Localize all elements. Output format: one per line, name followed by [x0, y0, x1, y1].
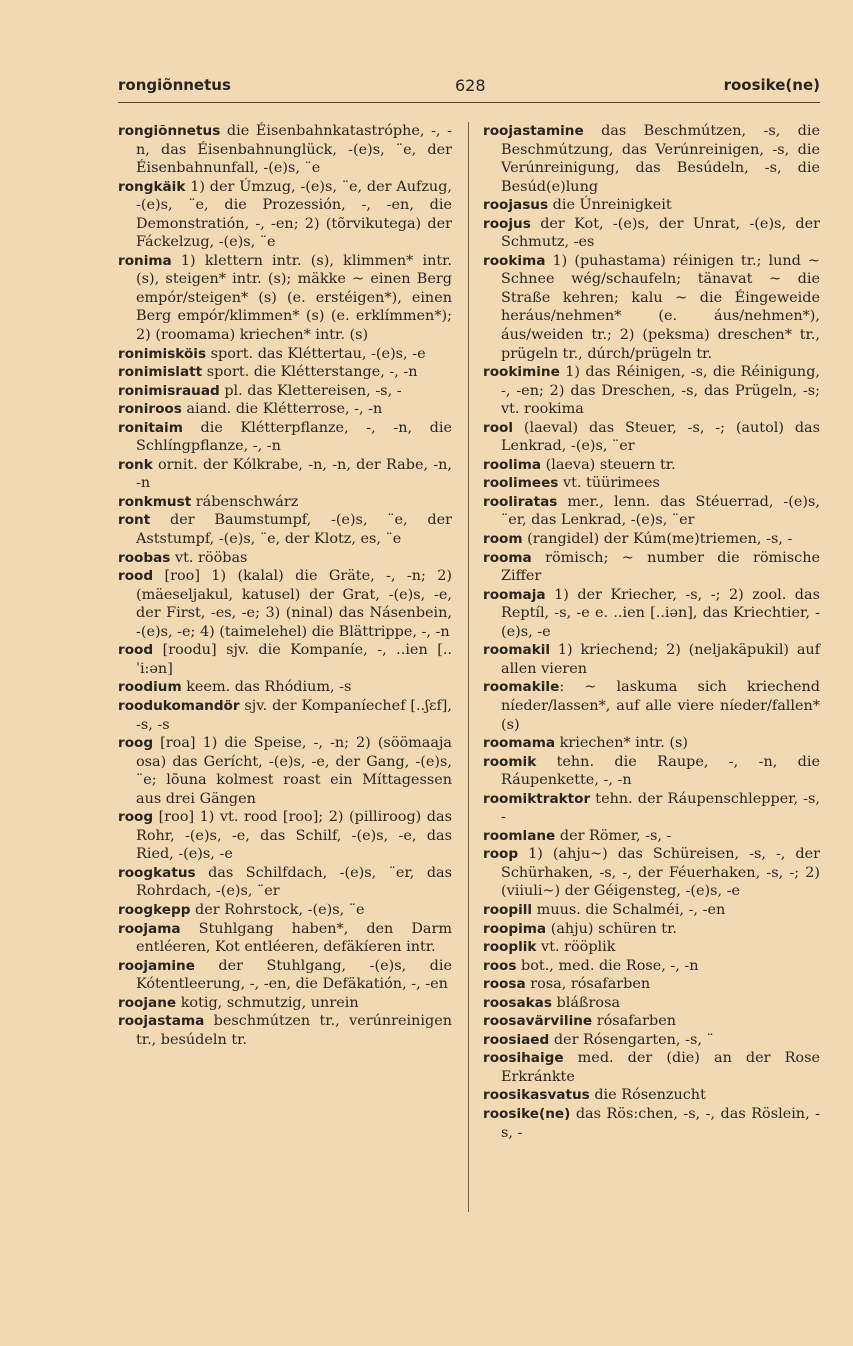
entry-headword: roojasus: [483, 197, 549, 214]
entry-definition: [roodu] sjv. die Kompaníe, -, ..ien [..ˈi:ən]: [136, 642, 452, 677]
page-header: [118, 76, 820, 98]
entry-definition: sport. das Kléttertau, -(e)s, -e: [206, 345, 426, 362]
entry-headword: rood: [118, 642, 154, 659]
header-first-headword: rongiõnnetus: [118, 76, 231, 94]
dictionary-entry: [483, 734, 820, 753]
entry-definition: sjv. der Kompaníechef [..ʃɛf], -s, -s: [136, 697, 452, 733]
entry-definition: der Rósengarten, -s, ¨: [549, 1031, 714, 1048]
entry-definition: [roo] 1) vt. rood [roo]; 2) (pilliroog) das Rohr, -(e)s, -e, das Schilf, -(e)s, -e, das Ried, -(e)s, -e: [136, 809, 452, 863]
entry-headword: roniroos: [118, 401, 182, 418]
entry-headword: roolima: [483, 456, 542, 473]
entry-definition: keem. das Rhódium, -s: [181, 679, 352, 696]
entry-definition: rosa, rósafarben: [525, 976, 651, 993]
dictionary-entry: [118, 734, 452, 808]
entry-definition: aiand. die Klétterrose, -, -n: [181, 401, 383, 418]
dictionary-entry: [483, 1012, 820, 1031]
entry-headword: roosike(ne): [483, 1105, 571, 1122]
entry-definition: med. der (die) an der Rose Erkránkte: [501, 1050, 820, 1085]
entry-definition: pl. das Klettereisen, -s, -: [219, 382, 402, 399]
entry-definition: (laeval) das Steuer, -s, -; (autol) das Lenkrad, -(e)s, ¨er: [501, 419, 820, 455]
entry-definition: kotig, schmutzig, unrein: [176, 994, 359, 1011]
entry-headword: ronkmust: [118, 493, 192, 510]
entry-headword: roojastamine: [483, 123, 584, 139]
entry-headword: ronitaim: [118, 419, 183, 436]
entry-definition: vt. rööbas: [170, 549, 248, 566]
entry-headword: roogkepp: [118, 901, 191, 918]
entry-headword: ronimislatt: [118, 364, 203, 381]
entry-headword: rookimine: [483, 364, 560, 381]
entry-definition: vt. rööplik: [536, 939, 616, 956]
dictionary-entry: [118, 511, 452, 548]
dictionary-entry: [483, 122, 820, 196]
entry-definition: 1) der Úmzug, -(e)s, ¨e, der Aufzug, -(e)s, ¨e, die Prozessión, -, -en, die Demonstratión, -, -en; 2) (tõrvikutega) der Fáckelzug, -(e)s, ¨e: [136, 178, 452, 251]
entry-headword: roopima: [483, 920, 547, 937]
header-last-headword: roosike(ne): [723, 76, 820, 94]
dictionary-entry: [118, 957, 452, 994]
entry-definition: 1) kriechend; 2) (neljakäpukil) auf allen vieren: [501, 642, 820, 677]
entry-headword: roobas: [118, 549, 171, 566]
dictionary-entry: [483, 456, 820, 475]
entry-headword: rooliratas: [483, 493, 558, 510]
entry-definition: mer., lenn. das Stéuerrad, -(e)s, ¨er, das Lenkrad, -(e)s, ¨er: [501, 493, 820, 529]
dictionary-entry: [483, 549, 820, 586]
entry-headword: rool: [483, 419, 514, 436]
entry-definition: der Stuhlgang, -(e)s, die Kótentleerung, -, -en, die Defäkatión, -, -en: [136, 957, 452, 993]
dictionary-entry: [483, 1049, 820, 1086]
entry-definition: kriechen* intr. (s): [555, 735, 688, 752]
entry-definition: das Beschmútzen, -s, die Beschmútzung, das Verúnreinigen, -s, die Verúnreinigung, das Besúdeln, -s, die Besúd(e)lung: [501, 123, 820, 195]
dictionary-entry: [118, 345, 452, 364]
entry-headword: roolimees: [483, 475, 559, 492]
entry-headword: roomaja: [483, 586, 546, 603]
entry-headword: roosiaed: [483, 1031, 550, 1048]
entry-definition: 1) (ahju~) das Schüreisen, -s, -, der Schürhaken, -s, -, der Féuerhaken, -s, -; 2) (viiuli~) der Géigensteg, -(e)s, -e: [501, 846, 820, 900]
left-column: [118, 122, 452, 1049]
entry-definition: die Éisenbahnkatastróphe, -, -n, das Éisenbahnunglück, -(e)s, ¨e, der Éisenbahnunfall, -(e)s, ¨e: [136, 123, 452, 177]
dictionary-entry: [118, 419, 452, 456]
dictionary-entry: [483, 1031, 820, 1050]
entry-definition: 1) das Réinigen, -s, die Réinigung, -, -en; 2) das Dreschen, -s, das Prügeln, -s; vt. rookima: [501, 364, 820, 418]
dictionary-entry: [483, 419, 820, 456]
entry-headword: roog: [118, 809, 154, 826]
entry-headword: rookima: [483, 252, 546, 269]
dictionary-entry: [118, 400, 452, 419]
dictionary-entry: [118, 382, 452, 401]
entry-headword: roogkatus: [118, 864, 196, 881]
dictionary-entry: [483, 957, 820, 976]
entry-headword: rongkäik: [118, 178, 186, 195]
dictionary-entry: [483, 493, 820, 530]
dictionary-entry: [118, 864, 452, 901]
entry-definition: Stuhlgang haben*, den Darm entléeren, Kot entléeren, defäkíeren intr.: [136, 920, 452, 956]
dictionary-entry: [118, 678, 452, 697]
entry-definition: sport. die Klétterstange, -, -n: [202, 364, 418, 381]
entry-headword: roosakas: [483, 994, 552, 1011]
entry-headword: roop: [483, 846, 519, 863]
dictionary-entry: [483, 252, 820, 363]
dictionary-entry: [118, 363, 452, 382]
entry-definition: (rangidel) der Kúm(me)triemen, -s, -: [522, 531, 793, 548]
entry-headword: roomlane: [483, 827, 556, 844]
dictionary-entry: [483, 1105, 820, 1142]
entry-headword: roopill: [483, 901, 533, 918]
entry-definition: 1) der Kriecher, -s, -; 2) zool. das Reptíl, -s, -e e. ..ien [..iən], das Kriechtier, -(e)s, -e: [501, 586, 820, 640]
entry-definition: die Únreinigkeit: [548, 197, 672, 214]
entry-headword: roosihaige: [483, 1050, 564, 1067]
entry-headword: roojane: [118, 994, 177, 1011]
dictionary-entry: [483, 586, 820, 642]
right-column: [483, 122, 820, 1142]
dictionary-entry: [483, 790, 820, 827]
dictionary-entry: [483, 975, 820, 994]
entry-definition: (ahju) schüren tr.: [546, 920, 677, 937]
dictionary-entry: [118, 697, 452, 734]
dictionary-entry: [483, 1086, 820, 1105]
entry-definition: die Klétterpflanze, -, -n, die Schlíngpflanze, -, -n: [136, 419, 452, 455]
entry-definition: [roa] 1) die Speise, -, -n; 2) (söömaaja osa) das Gerícht, -(e)s, -e, der Gang, -(e)s, ¨e; lõuna kolmest roast ein Míttagessen aus drei Gängen: [136, 735, 452, 807]
entry-headword: roomiktraktor: [483, 790, 591, 807]
dictionary-entry: [483, 363, 820, 419]
entry-headword: roomik: [483, 753, 537, 770]
entry-headword: rooma: [483, 549, 532, 566]
entry-headword: ronima: [118, 252, 172, 269]
dictionary-entry: [483, 827, 820, 846]
entry-headword: roosavärviline: [483, 1013, 593, 1030]
dictionary-entry: [483, 845, 820, 901]
entry-definition: : ~ laskuma sich kriechend níeder/lassen*, auf alle viere níeder/fallen* (s): [501, 679, 820, 733]
entry-headword: roomama: [483, 735, 556, 752]
dictionary-entry: [118, 641, 452, 678]
dictionary-entry: [118, 122, 452, 178]
entry-headword: rooplik: [483, 939, 537, 956]
dictionary-entry: [483, 678, 820, 734]
entry-headword: roosikasvatus: [483, 1087, 590, 1104]
entry-definition: der Römer, -s, -: [555, 827, 672, 844]
dictionary-entry: [483, 753, 820, 790]
entry-headword: ronimisköis: [118, 345, 207, 362]
entry-definition: 1) (puhastama) réinigen tr.; lund ~ Schnee wég/schaufeln; tänavat ~ die Straße kehren; kalu ~ die Éingeweide heráus/nehmen* (e. áus/nehmen*), áus/weiden tr.; 2) (peksma) dreschen* tr., prügeln tr., dúrch/prügeln tr.: [501, 252, 820, 362]
entry-headword: roojus: [483, 215, 531, 232]
entry-headword: roomakile: [483, 679, 560, 696]
dictionary-entry: [118, 920, 452, 957]
dictionary-entry: [483, 994, 820, 1013]
dictionary-entry: [483, 641, 820, 678]
entry-headword: roojamine: [118, 957, 195, 974]
entry-headword: rongiõnnetus: [118, 123, 221, 139]
entry-definition: das Schilfdach, -(e)s, ¨er, das Rohrdach, -(e)s, ¨er: [136, 864, 452, 900]
entry-headword: roog: [118, 735, 154, 752]
entry-headword: ront: [118, 512, 151, 529]
entry-definition: rábenschwárz: [191, 493, 299, 510]
dictionary-entry: [483, 474, 820, 493]
dictionary-entry: [118, 252, 452, 345]
entry-headword: ronimisrauad: [118, 382, 220, 399]
dictionary-entry: [118, 178, 452, 252]
entry-definition: (laeva) steuern tr.: [541, 456, 676, 473]
entry-headword: rood: [118, 568, 154, 585]
header-rule: [118, 102, 820, 103]
entry-headword: roos: [483, 957, 517, 974]
entry-definition: vt. tüürimees: [558, 475, 660, 492]
dictionary-entry: [118, 567, 452, 641]
dictionary-entry: [483, 901, 820, 920]
dictionary-entry: [118, 808, 452, 864]
entry-headword: room: [483, 531, 523, 548]
entry-headword: roodukomandör: [118, 697, 240, 714]
dictionary-entry: [118, 1012, 452, 1049]
dictionary-entry: [483, 196, 820, 215]
entry-definition: das Rös:chen, -s, -, das Röslein, -s, -: [501, 1105, 820, 1141]
entry-definition: der Kot, -(e)s, der Unrat, -(e)s, der Schmutz, -es: [501, 215, 820, 251]
dictionary-entry: [483, 920, 820, 939]
entry-definition: der Baumstumpf, -(e)s, ¨e, der Aststumpf, -(e)s, ¨e, der Klotz, es, ¨e: [136, 512, 452, 548]
dictionary-entry: [483, 530, 820, 549]
dictionary-entry: [483, 215, 820, 252]
dictionary-entry: [118, 994, 452, 1013]
entry-definition: ornit. der Kólkrabe, -n, -n, der Rabe, -n, -n: [136, 456, 452, 492]
entry-definition: tehn. die Raupe, -, -n, die Ráupenkette, -, -n: [501, 753, 820, 789]
entry-definition: rósafarben: [592, 1013, 676, 1030]
entry-definition: beschmútzen tr., verúnreinigen tr., besúdeln tr.: [136, 1013, 452, 1048]
entry-definition: römisch; ~ number die römische Ziffer: [501, 549, 820, 585]
column-divider: [468, 122, 469, 1212]
entry-definition: bot., med. die Rose, -, -n: [516, 957, 699, 974]
entry-headword: roojastama: [118, 1013, 205, 1030]
entry-headword: roojama: [118, 920, 181, 937]
page-number: 628: [455, 76, 486, 95]
entry-definition: der Rohrstock, -(e)s, ¨e: [190, 901, 365, 918]
entry-definition: die Rósenzucht: [589, 1087, 706, 1104]
entry-definition: [roo] 1) (kalal) die Gräte, -, -n; 2) (mäeseljakul, katusel) der Grat, -(e)s, -e, der First, -es, -e; 3) (ninal) das Násenbein, -(e)s, -e; 4) (taimelehel) die Blättrippe, -, -n: [136, 568, 452, 640]
dictionary-entry: [118, 493, 452, 512]
entry-definition: muus. die Schalméi, -, -en: [532, 901, 726, 918]
entry-headword: ronk: [118, 456, 153, 473]
entry-definition: bláßrosa: [551, 994, 621, 1011]
dictionary-entry: [118, 901, 452, 920]
entry-headword: roodium: [118, 679, 182, 696]
dictionary-entry: [483, 938, 820, 957]
dictionary-entry: [118, 456, 452, 493]
entry-definition: 1) klettern intr. (s), klimmen* intr. (s), steigen* intr. (s); mäkke ~ einen Berg empór/steigen* (s) (e. erstéigen*), einen Berg empór/klimmen* (s) (e. erklímmen*); 2) (roomama) kriechen* intr. (s): [136, 252, 452, 344]
entry-definition: tehn. der Ráupenschlepper, -s, -: [501, 790, 820, 826]
entry-headword: roosa: [483, 976, 526, 993]
entry-headword: roomakil: [483, 642, 551, 659]
dictionary-entry: [118, 549, 452, 568]
